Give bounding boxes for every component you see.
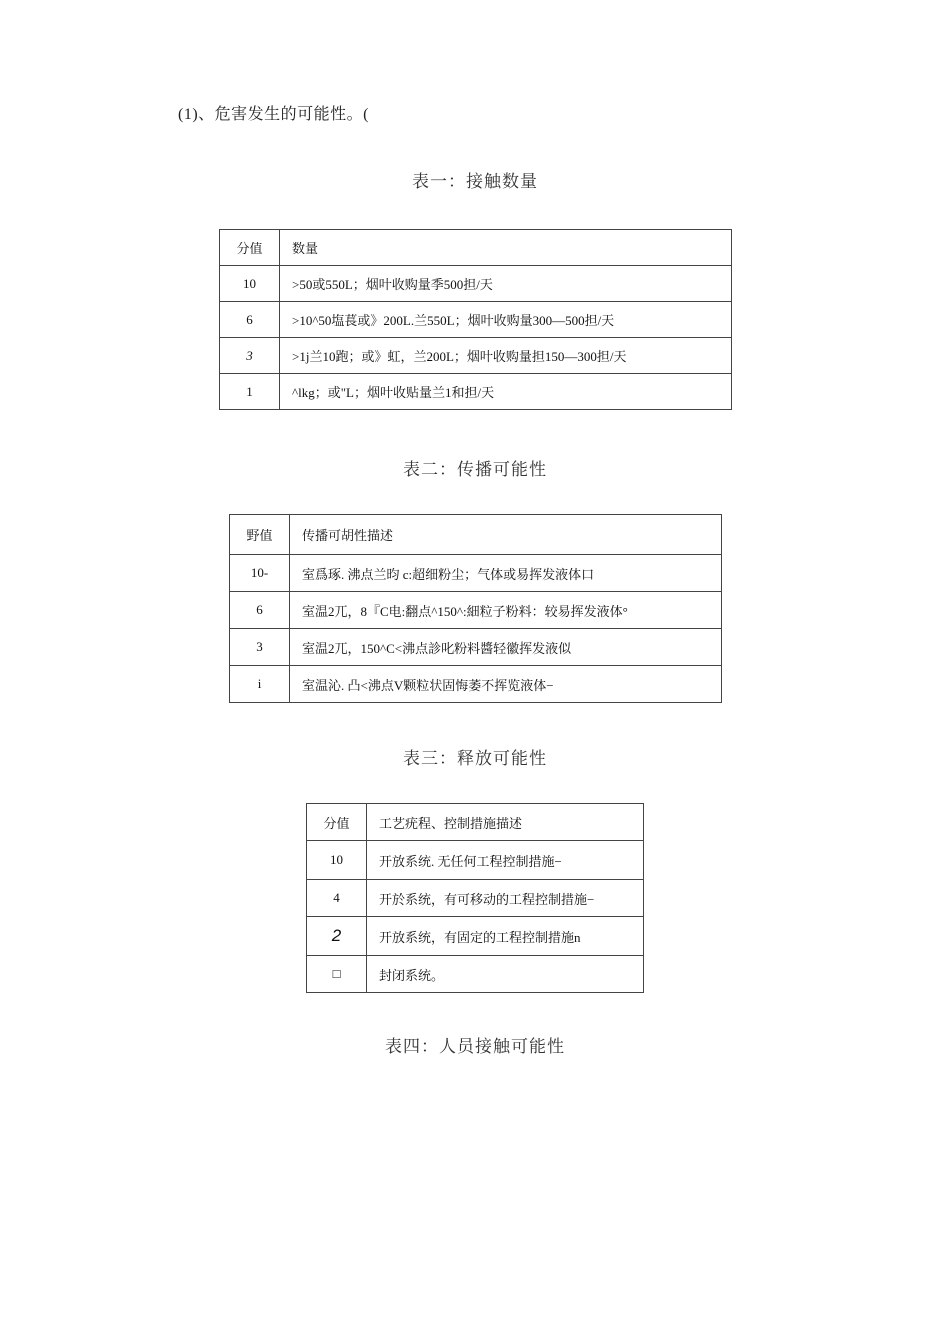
row-desc: >50或550L；烟叶收购量季500担/天 bbox=[280, 266, 732, 302]
row-score: 4 bbox=[307, 880, 367, 917]
table-row bbox=[307, 841, 644, 880]
table1-caption: 表一：接触数量 bbox=[412, 172, 538, 191]
row-score: 1 bbox=[220, 374, 280, 410]
row-score: 10- bbox=[230, 555, 290, 592]
table-contact-quantity bbox=[219, 229, 732, 410]
row-score: 6 bbox=[220, 302, 280, 338]
row-desc: 室温2兀，8『C电:翻点^150^:細粒子粉料：较易挥发液体° bbox=[290, 592, 722, 629]
table2-caption: 表二：传播可能性 bbox=[403, 460, 547, 479]
header-score: 野值 bbox=[230, 515, 290, 555]
table-row bbox=[220, 302, 732, 338]
row-score: 10 bbox=[220, 266, 280, 302]
row-desc: 开於系统，有可移动的工程控制措施− bbox=[367, 880, 644, 917]
table-row bbox=[220, 266, 732, 302]
row-desc: ^lkg；或"L；烟叶收贴量兰1和担/天 bbox=[280, 374, 732, 410]
row-desc: 封闭系统。 bbox=[367, 956, 644, 993]
row-score: i bbox=[230, 666, 290, 703]
header-score: 分值 bbox=[220, 230, 280, 266]
intro-text: (1)、危害发生的可能性。( bbox=[178, 106, 369, 123]
table-row bbox=[307, 917, 644, 956]
table-row bbox=[230, 629, 722, 666]
row-desc: 开放系统，有固定的工程控制措施n bbox=[367, 917, 644, 956]
row-desc: >1j兰10跑；或》虹，兰200L；烟叶收购量担150—300担/天 bbox=[280, 338, 732, 374]
table-spread-possibility bbox=[229, 514, 722, 703]
table4-caption: 表四：人员接触可能性 bbox=[385, 1037, 565, 1056]
table-row bbox=[307, 956, 644, 993]
row-score: 3 bbox=[220, 338, 280, 374]
table-header-row bbox=[230, 515, 722, 555]
row-score: 3 bbox=[230, 629, 290, 666]
row-desc: 室爲琢. 沸点兰昀 c:超细粉尘；气体或易挥发液体口 bbox=[290, 555, 722, 592]
row-score: □ bbox=[307, 956, 367, 993]
header-desc: 工艺疣程、控制措施描述 bbox=[367, 804, 644, 841]
table-row bbox=[307, 880, 644, 917]
table3-caption: 表三：释放可能性 bbox=[403, 749, 547, 768]
row-score: 2 bbox=[307, 917, 367, 956]
table-release-possibility bbox=[306, 803, 644, 993]
table-header-row bbox=[307, 804, 644, 841]
row-desc: 开放系统. 无任何工程控制措施− bbox=[367, 841, 644, 880]
table-row bbox=[230, 592, 722, 629]
table-row bbox=[230, 666, 722, 703]
row-desc: 室温2兀，150^C<沸点診叱粉料醬轻徽挥发液似 bbox=[290, 629, 722, 666]
row-desc: >10^50塩萇或》200L.兰550L；烟叶收购量300—500担/天 bbox=[280, 302, 732, 338]
table-row bbox=[220, 374, 732, 410]
row-desc: 室温沁. 凸<沸点V颗粒状固悔萎不挥览液体− bbox=[290, 666, 722, 703]
row-score: 6 bbox=[230, 592, 290, 629]
header-desc: 传播可胡性描述 bbox=[290, 515, 722, 555]
table-row bbox=[220, 338, 732, 374]
row-score: 10 bbox=[307, 841, 367, 880]
table-header-row bbox=[220, 230, 732, 266]
table-row bbox=[230, 555, 722, 592]
header-desc: 数量 bbox=[280, 230, 732, 266]
header-score: 分值 bbox=[307, 804, 367, 841]
